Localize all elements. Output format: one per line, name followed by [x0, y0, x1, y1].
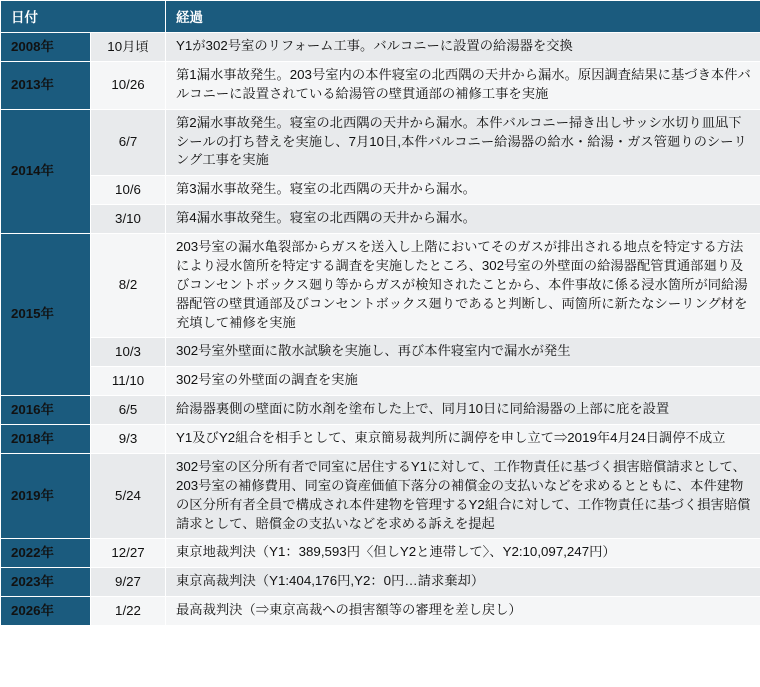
row-date-cell: 11/10	[91, 367, 166, 396]
row-description-cell: 第3漏水事故発生。寝室の北西隅の天井から漏水。	[166, 176, 760, 205]
row-description-cell: Y1が302号室のリフォーム工事。バルコニーに設置の給湯器を交換	[166, 33, 760, 62]
row-date-cell: 9/27	[91, 568, 166, 597]
table-row	[1, 425, 760, 454]
row-year-cell: 2016年	[1, 396, 91, 425]
table-row	[1, 568, 760, 597]
row-date-cell: 10/26	[91, 61, 166, 109]
column-header-date: 日付	[1, 1, 166, 33]
row-year-cell: 2018年	[1, 425, 91, 454]
row-year-cell: 2008年	[1, 33, 91, 62]
table-row	[1, 396, 760, 425]
row-date-cell: 6/7	[91, 109, 166, 176]
row-date-cell: 10/6	[91, 176, 166, 205]
table-row	[1, 338, 760, 367]
row-description-cell: 第2漏水事故発生。寝室の北西隅の天井から漏水。本件バルコニー掃き出しサッシ水切り皿凪下シールの打ち替えを実施し、7月10日,本件バルコニー給湯器の給水・給湯・ガス管廻りのシーリング工事を実施	[166, 109, 760, 176]
row-year-cell: 2022年	[1, 539, 91, 568]
table-body	[1, 33, 760, 626]
table-row	[1, 597, 760, 626]
table-row	[1, 33, 760, 62]
table-header-row	[1, 1, 760, 33]
table-row	[1, 453, 760, 539]
row-date-cell: 10/3	[91, 338, 166, 367]
row-year-cell: 2019年	[1, 453, 91, 539]
row-year-cell: 2023年	[1, 568, 91, 597]
table-row	[1, 61, 760, 109]
row-date-cell: 12/27	[91, 539, 166, 568]
row-description-cell: 203号室の漏水亀裂部からガスを送入し上階においてそのガスが排出される地点を特定する方法により浸水箇所を特定する調査を実施したところ、302号室の外壁面の給湯器配管貫通部廻り及びコンセントボックス廻り等からガスが検知されたことから、本件事故に係る浸水箇所が同給湯器配管の壁貫通部及びコンセントボックス廻りであると判断し、両箇所に新たなシーリング材を充填して補修を実施	[166, 234, 760, 338]
row-description-cell: Y1及びY2組合を相手として、東京簡易裁判所に調停を申し立て⇒2019年4月24日調停不成立	[166, 425, 760, 454]
row-date-cell: 10月頃	[91, 33, 166, 62]
row-date-cell: 8/2	[91, 234, 166, 338]
table-row	[1, 176, 760, 205]
row-year-cell: 2026年	[1, 597, 91, 626]
table-row	[1, 234, 760, 338]
row-year-cell: 2013年	[1, 61, 91, 109]
row-description-cell: 302号室外壁面に散水試験を実施し、再び本件寝室内で漏水が発生	[166, 338, 760, 367]
row-description-cell: 302号室の区分所有者で同室に居住するY1に対して、工作物責任に基づく損害賠償請求として、203号室の補修費用、同室の資産価値下落分の補償金の支払いなどを求めるとともに、本件建物の区分所有者全員で構成され本件建物を管理するY2組合に対して、工作物責任に基づく損害賠償請求として、賠償金の支払いなどを求める訴えを提起	[166, 453, 760, 539]
row-date-cell: 5/24	[91, 453, 166, 539]
column-header-progress: 経過	[166, 1, 760, 33]
row-date-cell: 6/5	[91, 396, 166, 425]
row-description-cell: 東京高裁判決（Y1:404,176円,Y2：0円…請求棄却）	[166, 568, 760, 597]
row-description-cell: 第1漏水事故発生。203号室内の本件寝室の北西隅の天井から漏水。原因調査結果に基づき本件バルコニーに設置されている給湯管の壁貫通部の補修工事を実施	[166, 61, 760, 109]
row-year-cell: 2014年	[1, 109, 91, 233]
row-year-cell: 2015年	[1, 234, 91, 396]
table-row	[1, 205, 760, 234]
table-row	[1, 367, 760, 396]
row-description-cell: 給湯器裏側の壁面に防水剤を塗布した上で、同月10日に同給湯器の上部に庇を設置	[166, 396, 760, 425]
table-header	[1, 1, 760, 33]
row-date-cell: 9/3	[91, 425, 166, 454]
table-row	[1, 539, 760, 568]
row-description-cell: 302号室の外壁面の調査を実施	[166, 367, 760, 396]
row-description-cell: 第4漏水事故発生。寝室の北西隅の天井から漏水。	[166, 205, 760, 234]
row-description-cell: 最高裁判決（⇒東京高裁への損害額等の審理を差し戻し）	[166, 597, 760, 626]
row-date-cell: 3/10	[91, 205, 166, 234]
table-row	[1, 109, 760, 176]
row-date-cell: 1/22	[91, 597, 166, 626]
row-description-cell: 東京地裁判決（Y1：389,593円〈但しY2と連帯して〉、Y2:10,097,247円）	[166, 539, 760, 568]
